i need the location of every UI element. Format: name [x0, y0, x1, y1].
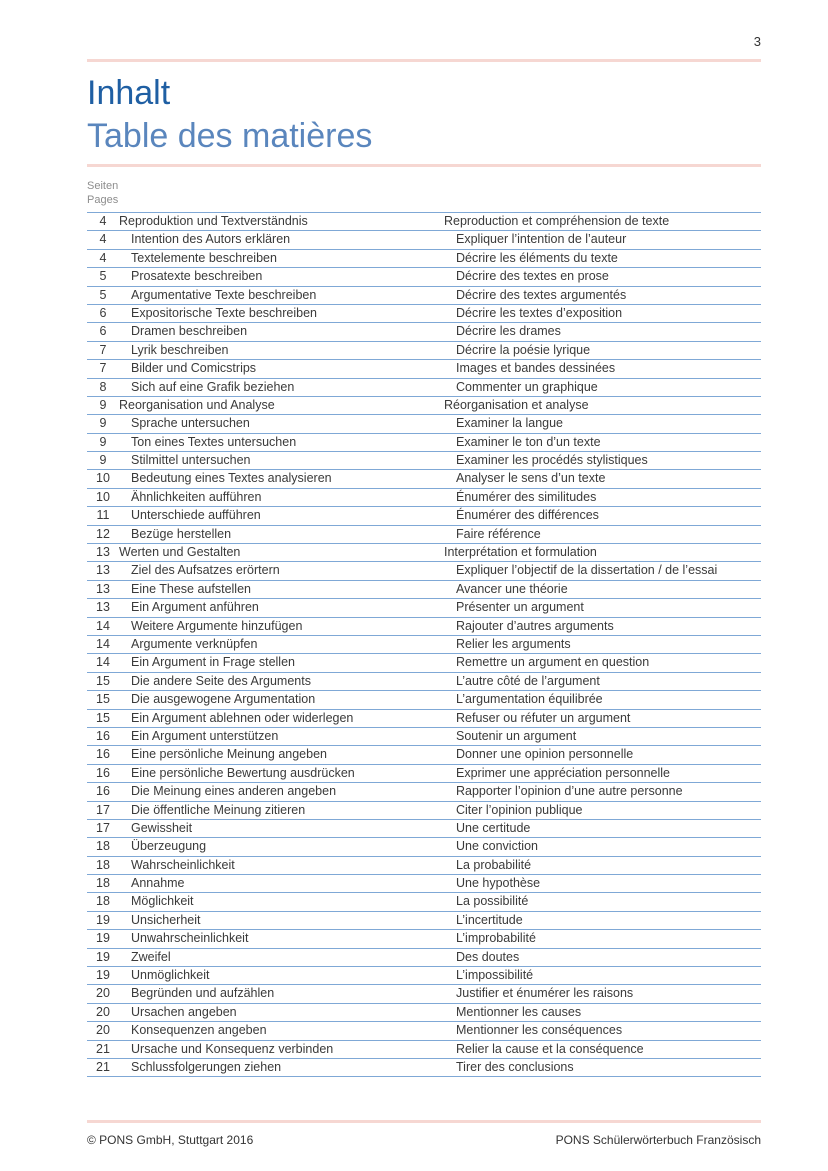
- toc-page-number: 16: [96, 765, 110, 780]
- toc-entry-row: [87, 1059, 761, 1077]
- toc-title-german: Eine persönliche Bewertung ausdrücken: [131, 765, 355, 780]
- toc-entry-row: [87, 710, 761, 728]
- toc-page-number: 12: [96, 526, 110, 541]
- toc-title-german: Ein Argument in Frage stellen: [131, 655, 295, 670]
- toc-page-number: 13: [96, 545, 110, 560]
- toc-title-german: Begründen und aufzählen: [131, 986, 275, 1001]
- toc-title-french: Relier les arguments: [456, 636, 571, 651]
- toc-entry-row: [87, 765, 761, 783]
- toc-title-french: Citer l’opinion publique: [456, 802, 583, 817]
- toc-page-number: 21: [96, 1059, 110, 1074]
- toc-entry-row: [87, 470, 761, 488]
- toc-title-french: Refuser ou réfuter un argument: [456, 710, 631, 725]
- toc-entry-row: [87, 728, 761, 746]
- toc-page-number: 18: [96, 839, 110, 854]
- toc-title-french: Présenter un argument: [456, 600, 584, 615]
- toc-page-number: 15: [96, 673, 110, 688]
- toc-page-number: 19: [96, 931, 110, 946]
- toc-title-german: Prosatexte beschreiben: [131, 269, 263, 284]
- toc-title-german: Unwahrscheinlichkeit: [131, 931, 249, 946]
- toc-title-german: Möglichkeit: [131, 894, 194, 909]
- toc-entry-row: [87, 783, 761, 801]
- toc-page-number: 10: [96, 489, 110, 504]
- toc-page-number: 16: [96, 784, 110, 799]
- toc-title-german: Sich auf eine Grafik beziehen: [131, 379, 295, 394]
- toc-title-german: Annahme: [131, 876, 185, 891]
- toc-title-german: Eine These aufstellen: [131, 581, 251, 596]
- toc-title-german: Expositorische Texte beschreiben: [131, 305, 317, 320]
- toc-title-french: Décrire les drames: [456, 324, 561, 339]
- toc-title-german: Ein Argument unterstützen: [131, 728, 279, 743]
- toc-title-french: Expliquer l’intention de l’auteur: [456, 232, 627, 247]
- toc-title-german: Sprache untersuchen: [131, 416, 250, 431]
- footer-copyright: © PONS GmbH, Stuttgart 2016: [87, 1133, 254, 1147]
- toc-title-french: Tirer des conclusions: [456, 1059, 574, 1074]
- toc-title-french: Décrire des textes argumentés: [456, 287, 627, 302]
- toc-page-number: 15: [96, 710, 110, 725]
- toc-page-number: 4: [99, 232, 107, 247]
- toc-entry-row: [87, 893, 761, 911]
- toc-entry-row: [87, 342, 761, 360]
- toc-title-german: Ursachen angeben: [131, 1004, 237, 1019]
- toc-title-french: L’improbabilité: [456, 931, 536, 946]
- toc-title-german: Ursache und Konsequenz verbinden: [131, 1041, 334, 1056]
- toc-title-german: Stilmittel untersuchen: [131, 453, 251, 468]
- toc-title-french: Examiner les procédés stylistiques: [456, 453, 648, 468]
- toc-entry-row: [87, 857, 761, 875]
- toc-title-german: Unsicherheit: [131, 912, 201, 927]
- toc-entry-row: [87, 250, 761, 268]
- toc-title-german: Reproduktion und Textverständnis: [119, 214, 308, 228]
- toc-title-french: Des doutes: [456, 949, 520, 964]
- toc-title-german: Intention des Autors erklären: [131, 232, 291, 247]
- toc-entry-row: [87, 323, 761, 341]
- toc-page-number: 20: [96, 986, 110, 1001]
- footer-rule: [87, 1120, 761, 1123]
- title-french: Table des matières: [87, 117, 373, 155]
- toc-page-number: 9: [99, 416, 107, 431]
- toc-page-number: 8: [99, 379, 107, 394]
- toc-title-french: Réorganisation et analyse: [444, 397, 589, 412]
- toc-page-number: 7: [99, 342, 107, 357]
- toc-entry-row: [87, 379, 761, 397]
- toc-title-german: Zweifel: [131, 949, 171, 964]
- toc-title-german: Die öffentliche Meinung zitieren: [131, 802, 306, 817]
- toc-entry-row: [87, 673, 761, 691]
- toc-entry-row: [87, 287, 761, 305]
- toc-page-number: 18: [96, 876, 110, 891]
- toc-title-german: Lyrik beschreiben: [131, 342, 229, 357]
- toc-title-french: L’impossibilité: [456, 968, 534, 983]
- toc-title-french: Mentionner les conséquences: [456, 1023, 623, 1038]
- toc-title-french: Décrire les textes d’exposition: [456, 305, 623, 320]
- toc-entry-row: [87, 912, 761, 930]
- header-rule: [87, 59, 761, 62]
- toc-title-french: Examiner la langue: [456, 416, 564, 431]
- toc-page-number: 19: [96, 968, 110, 983]
- toc-title-german: Unterschiede aufführen: [131, 508, 261, 523]
- toc-title-french: L’autre côté de l’argument: [456, 673, 600, 688]
- toc-page-number: 5: [99, 269, 107, 284]
- toc-page-number: 10: [96, 471, 110, 486]
- toc-entry-row: [87, 1041, 761, 1059]
- toc-page-number: 19: [96, 912, 110, 927]
- footer-book-title: PONS Schülerwörterbuch Französisch: [555, 1133, 761, 1147]
- toc-page-number: 17: [96, 820, 110, 835]
- toc-page-number: 14: [96, 655, 110, 670]
- toc-entry-row: [87, 1004, 761, 1022]
- toc-page-number: 4: [99, 250, 107, 265]
- toc-title-french: Relier la cause et la conséquence: [456, 1041, 644, 1056]
- toc-title-german: Die andere Seite des Arguments: [131, 673, 311, 688]
- toc-page-number: 16: [96, 747, 110, 762]
- toc-title-french: Décrire les éléments du texte: [456, 250, 618, 265]
- toc-title-french: Images et bandes dessinées: [456, 361, 616, 376]
- toc-page-number: 15: [96, 692, 110, 707]
- toc-page-number: 16: [96, 728, 110, 743]
- toc-title-german: Dramen beschreiben: [131, 324, 248, 339]
- toc-title-german: Ton eines Textes untersuchen: [131, 434, 297, 449]
- toc-entry-row: [87, 415, 761, 433]
- toc-page-number: 4: [99, 214, 107, 228]
- toc-page-number: 11: [96, 508, 110, 523]
- toc-title-french: Soutenir un argument: [456, 728, 577, 743]
- pages-label-german: Seiten: [87, 180, 119, 192]
- toc-title-german: Ziel des Aufsatzes erörtern: [131, 563, 280, 578]
- toc-page-number: 20: [96, 1023, 110, 1038]
- toc-title-french: Expliquer l’objectif de la dissertation / de l’essai: [456, 563, 718, 578]
- toc-title-german: Werten und Gestalten: [119, 545, 241, 560]
- toc-page-number: 9: [99, 453, 107, 468]
- toc-page-number: 18: [96, 857, 110, 872]
- toc-entry-row: [87, 930, 761, 948]
- toc-title-french: Une certitude: [456, 820, 531, 835]
- toc-title-french: Donner une opinion personnelle: [456, 747, 634, 762]
- toc-page-number: 9: [99, 397, 107, 412]
- toc-page-number: 5: [99, 287, 107, 302]
- toc-entry-row: [87, 949, 761, 967]
- table-of-contents: [87, 212, 761, 1077]
- toc-entry-row: [87, 360, 761, 378]
- toc-section-row: [87, 544, 761, 562]
- toc-title-french: Décrire la poésie lyrique: [456, 342, 591, 357]
- toc-page-number: 7: [99, 361, 107, 376]
- toc-entry-row: [87, 581, 761, 599]
- toc-title-german: Gewissheit: [131, 820, 193, 835]
- toc-title-german: Ähnlichkeiten aufführen: [131, 489, 262, 504]
- toc-entry-row: [87, 820, 761, 838]
- toc-entry-row: [87, 489, 761, 507]
- toc-title-french: Analyser le sens d’un texte: [456, 471, 606, 486]
- toc-title-french: Reproduction et compréhension de texte: [444, 214, 670, 228]
- toc-entry-row: [87, 618, 761, 636]
- toc-page-number: 6: [99, 305, 107, 320]
- toc-page-number: 6: [99, 324, 107, 339]
- toc-title-german: Überzeugung: [131, 839, 207, 854]
- toc-title-french: L’incertitude: [456, 912, 523, 927]
- toc-title-german: Bedeutung eines Textes analysieren: [131, 471, 332, 486]
- toc-entry-row: [87, 231, 761, 249]
- toc-title-french: Exprimer une appréciation personnelle: [456, 765, 671, 780]
- toc-title-german: Konsequenzen angeben: [131, 1023, 267, 1038]
- toc-entry-row: [87, 305, 761, 323]
- page-number: 3: [753, 34, 761, 49]
- toc-entry-row: [87, 562, 761, 580]
- toc-title-german: Eine persönliche Meinung angeben: [131, 747, 327, 762]
- toc-page-number: 14: [96, 618, 110, 633]
- toc-title-french: Examiner le ton d’un texte: [456, 434, 601, 449]
- toc-title-german: Ein Argument ablehnen oder widerlegen: [131, 710, 354, 725]
- toc-title-german: Weitere Argumente hinzufügen: [131, 618, 303, 633]
- toc-title-french: Remettre un argument en question: [456, 655, 650, 670]
- toc-entry-row: [87, 434, 761, 452]
- toc-title-german: Wahrscheinlichkeit: [131, 857, 235, 872]
- toc-title-french: L’argumentation équilibrée: [456, 692, 603, 707]
- toc-page-number: 9: [99, 434, 107, 449]
- toc-page-number: 14: [96, 636, 110, 651]
- toc-section-row: [87, 213, 761, 231]
- toc-entry-row: [87, 838, 761, 856]
- toc-title-german: Unmöglichkeit: [131, 968, 210, 983]
- pages-label-french: Pages: [87, 194, 119, 206]
- toc-page-number: 13: [96, 563, 110, 578]
- toc-title-german: Die Meinung eines anderen angeben: [131, 784, 337, 799]
- toc-title-french: Décrire des textes en prose: [456, 269, 609, 284]
- toc-title-french: Faire référence: [456, 526, 541, 541]
- toc-title-german: Argumente verknüpfen: [131, 636, 258, 651]
- toc-page-number: 13: [96, 581, 110, 596]
- toc-entry-row: [87, 875, 761, 893]
- toc-title-french: Rapporter l’opinion d’une autre personne: [456, 784, 683, 799]
- toc-title-french: Une hypothèse: [456, 876, 541, 891]
- toc-entry-row: [87, 967, 761, 985]
- toc-entry-row: [87, 599, 761, 617]
- toc-title-french: Mentionner les causes: [456, 1004, 582, 1019]
- toc-entry-row: [87, 746, 761, 764]
- toc-title-german: Bilder und Comicstrips: [131, 361, 257, 376]
- toc-title-german: Schlussfolgerungen ziehen: [131, 1059, 282, 1074]
- toc-page-number: 21: [96, 1041, 110, 1056]
- toc-title-french: Une conviction: [456, 839, 538, 854]
- toc-entry-row: [87, 802, 761, 820]
- toc-title-french: Justifier et énumérer les raisons: [456, 986, 634, 1001]
- toc-title-french: La probabilité: [456, 857, 532, 872]
- toc-page-number: 20: [96, 1004, 110, 1019]
- toc-title-german: Argumentative Texte beschreiben: [131, 287, 317, 302]
- title-german: Inhalt: [87, 74, 171, 112]
- title-rule: [87, 164, 761, 167]
- toc-page-number: 13: [96, 600, 110, 615]
- toc-page-number: 18: [96, 894, 110, 909]
- toc-entry-row: [87, 452, 761, 470]
- toc-entry-row: [87, 985, 761, 1003]
- pages-column-label: [87, 179, 118, 207]
- toc-page-number: 17: [96, 802, 110, 817]
- toc-title-french: La possibilité: [456, 894, 529, 909]
- toc-section-row: [87, 397, 761, 415]
- toc-title-french: Énumérer des différences: [456, 508, 599, 523]
- toc-entry-row: [87, 507, 761, 525]
- toc-entry-row: [87, 1022, 761, 1040]
- toc-entry-row: [87, 691, 761, 709]
- toc-title-french: Interprétation et formulation: [444, 545, 597, 560]
- toc-entry-row: [87, 636, 761, 654]
- toc-title-french: Commenter un graphique: [456, 379, 598, 394]
- toc-title-french: Rajouter d’autres arguments: [456, 618, 614, 633]
- toc-entry-row: [87, 654, 761, 672]
- toc-title-german: Textelemente beschreiben: [131, 250, 277, 265]
- toc-title-french: Énumérer des similitudes: [456, 489, 597, 504]
- toc-title-german: Reorganisation und Analyse: [119, 397, 275, 412]
- toc-page-number: 19: [96, 949, 110, 964]
- toc-entry-row: [87, 268, 761, 286]
- toc-title-german: Ein Argument anführen: [131, 600, 259, 615]
- toc-title-french: Avancer une théorie: [456, 581, 568, 596]
- toc-title-german: Die ausgewogene Argumentation: [131, 692, 316, 707]
- toc-entry-row: [87, 526, 761, 544]
- toc-title-german: Bezüge herstellen: [131, 526, 232, 541]
